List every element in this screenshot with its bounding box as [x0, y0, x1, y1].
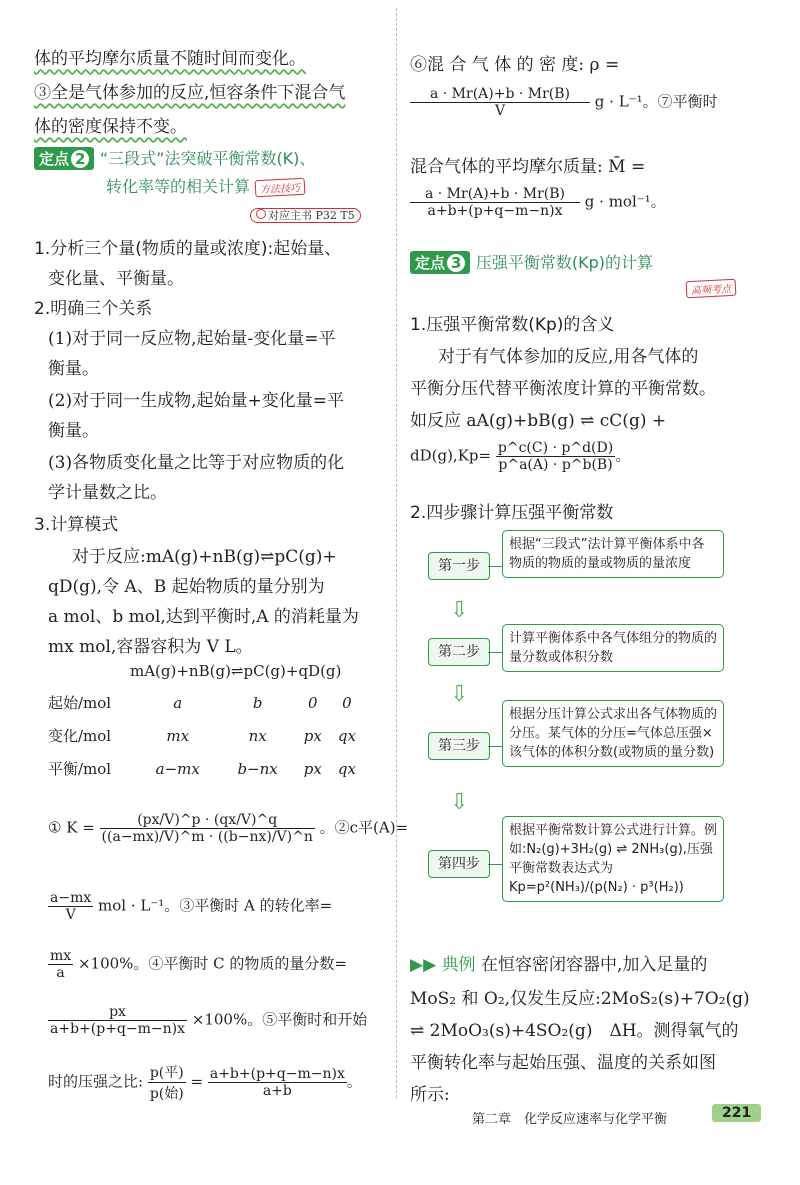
table-cell: 0: [342, 693, 352, 712]
density-formula: $\frac{a \cdot Mr(A)+b \cdot Mr(B)}{V}$ g · L⁻¹。⑦平衡时: [410, 86, 718, 119]
point-heading: 2.明确三个关系: [34, 299, 153, 319]
text-line: 混合气体的平均摩尔质量: M̄ =: [410, 157, 646, 177]
text-line: qD(g),令 A、B 起始物质的量分别为: [48, 577, 325, 597]
text-line: 变化量、平衡量。: [48, 269, 184, 289]
connector: [488, 652, 502, 653]
table-cell: 起始/mol: [48, 694, 112, 712]
text-line: 所示:: [410, 1085, 450, 1105]
section-2-heading-line2: [106, 174, 305, 197]
table-cell: 变化/mol: [48, 727, 112, 745]
concentration-formula: $\frac{a-mx}{V}$ mol · L⁻¹。③平衡时 A 的转化率=: [50, 890, 333, 923]
section-3-heading: [410, 250, 653, 274]
target-icon: [256, 209, 266, 219]
example-arrow-icon: ▶▶: [410, 955, 437, 975]
text-line: 体的密度保持不变。: [34, 117, 187, 137]
text-line: (3)各物质变化量之比等于对应物质的化: [48, 453, 345, 473]
section-2-heading: [34, 146, 315, 170]
point-heading: 3.计算模式: [34, 515, 119, 535]
down-arrow-icon: ⇩: [450, 682, 469, 707]
method-stamp: 方法技巧: [255, 178, 306, 198]
text-line: 对于反应:mA(g)+nB(g)⇌pC(g)+: [72, 547, 337, 567]
step-1-box: 根据“三段式”法计算平衡体系中各物质的物质的量或物质的量浓度: [502, 530, 724, 578]
text-line: 平衡转化率与起始压强、温度的关系如图: [410, 1053, 716, 1073]
kp-formula: dD(g),Kp= $\frac{p\^{}c(C) \cdot p\^{}d(D)}{p\^{}a(A) \cdot p\^{}b(B)}$ 。: [410, 440, 631, 473]
table-cell: 0: [308, 693, 318, 712]
reference-label: 对应主书 P32 T5: [250, 204, 361, 224]
table-cell: qx: [337, 726, 356, 745]
text-line: MoS₂ 和 O₂,仅发生反应:2MoS₂(s)+7O₂(g): [410, 989, 750, 1009]
section-title: 压强平衡常数(Kp)的计算: [475, 253, 653, 272]
connector: [488, 746, 502, 747]
pressure-ratio-formula: 时的压强之比: $\frac{\text{p(平)}}{\text{p(始)}}$ = $\frac{a+b+(p+q-m-n)x}{a+b}$ 。: [48, 1062, 362, 1103]
text-line: ⑥混 合 气 体 的 密 度: ρ =: [410, 55, 620, 75]
text-line: a mol、b mol,达到平衡时,A 的消耗量为: [48, 607, 359, 627]
point-heading: 1.分析三个量(物质的量或浓度):起始量、: [34, 239, 342, 259]
table-cell: b: [252, 693, 263, 712]
table-cell: nx: [248, 726, 267, 745]
reaction-equation: mA(g)+nB(g)⇌pC(g)+qD(g): [130, 662, 342, 680]
three-stage-table: [48, 686, 364, 785]
down-arrow-icon: ⇩: [450, 790, 469, 815]
text-line: 平衡分压代替平衡浓度计算的平衡常数。: [410, 379, 716, 399]
text-line: mx mol,容器容积为 V L。: [48, 637, 253, 657]
text-line: 衡量。: [48, 359, 99, 379]
connector: [488, 864, 502, 865]
step-flow-diagram: [410, 528, 740, 948]
section-tag: 定点 2: [34, 147, 94, 170]
text-line: (2)对于同一生成物,起始量+变化量=平: [48, 391, 344, 411]
k-formula: ① K = $\frac{(px/V)\^{}p \cdot (qx/V)\^{}q}{((a-mx)/V)\^{}m \cdot ((b-nx)/V)\^{}n}$ 。②c平(A)=: [48, 812, 409, 845]
text-line: 衡量。: [48, 421, 99, 441]
connector: [488, 566, 502, 567]
table-row: [48, 686, 364, 719]
table-cell: qx: [337, 759, 356, 778]
table-row: [48, 752, 364, 785]
section-title: “三段式”法突破平衡常数(K)、: [99, 149, 316, 168]
example-label: 典例: [441, 955, 476, 975]
step-2-label: 第二步: [428, 638, 490, 666]
text-line: 体的平均摩尔质量不随时间而变化。: [34, 49, 306, 69]
chapter-footer: 第二章 化学反应速率与化学平衡: [472, 1112, 668, 1127]
table-row: [48, 719, 364, 752]
table-cell: a−mx: [155, 759, 200, 778]
text-line: ③全是气体参加的反应,恒容条件下混合气: [34, 83, 346, 103]
section-tag: 定点 3: [410, 251, 470, 274]
section-title: 转化率等的相关计算: [106, 177, 251, 196]
text: 在恒容密闭容器中,加入足量的: [480, 955, 708, 975]
point-heading: 2.四步骤计算压强平衡常数: [410, 503, 614, 523]
down-arrow-icon: ⇩: [450, 598, 469, 623]
fraction: $\frac{(px/V)\^{}p \cdot (qx/V)\^{}q}{((a-mx)/V)\^{}m \cdot ((b-nx)/V)\^{}n}$: [101, 812, 313, 845]
text-line: (1)对于同一反应物,起始量-变化量=平: [48, 329, 336, 349]
table-cell: 平衡/mol: [48, 760, 112, 778]
text-line: 对于有气体参加的反应,用各气体的: [438, 347, 699, 367]
conversion-formula: $\frac{mx}{a}$ ×100%。④平衡时 C 的物质的量分数=: [50, 948, 347, 981]
step-4-box: 根据平衡常数计算公式进行计算。例如:N₂(g)+3H₂(g) ⇌ 2NH₃(g),压强平衡常数表达式为Kp=p²(NH₃)/(p(N₂) · p³(H₂)): [502, 816, 724, 902]
step-1-label: 第一步: [428, 552, 490, 580]
point-heading: 1.压强平衡常数(Kp)的含义: [410, 315, 615, 335]
text-line: 学计量数之比。: [48, 483, 167, 503]
molar-mass-formula: $\frac{a \cdot Mr(A)+b \cdot Mr(B)}{a+b+(p+q-m-n)x}$ g · mol⁻¹。: [410, 186, 666, 219]
step-2-box: 计算平衡体系中各气体组分的物质的量分数或体积分数: [502, 624, 724, 672]
page-number: 221: [712, 1104, 761, 1122]
text-line: 如反应 aA(g)+bB(g) ⇌ cC(g) +: [410, 411, 667, 431]
step-4-label: 第四步: [428, 850, 490, 878]
column-divider: [396, 8, 397, 1098]
table-cell: px: [303, 726, 322, 745]
text-line: ⇌ 2MoO₃(s)+4SO₂(g) ΔH。测得氧气的: [410, 1021, 739, 1041]
table-cell: mx: [166, 726, 190, 745]
step-3-box: 根据分压计算公式求出各气体物质的分压。某气体的分压=气体总压强×该气体的体积分数(或物质的量分数): [502, 700, 724, 767]
example-line: [410, 950, 707, 975]
frequency-stamp: 高频考点: [686, 278, 736, 298]
table-cell: b−nx: [237, 759, 278, 778]
table-cell: a: [173, 693, 183, 712]
table-cell: px: [303, 759, 322, 778]
fraction-formula: $\frac{px}{a+b+(p+q-m-n)x}$ ×100%。⑤平衡时和开始: [50, 1004, 368, 1037]
step-3-label: 第三步: [428, 732, 490, 760]
